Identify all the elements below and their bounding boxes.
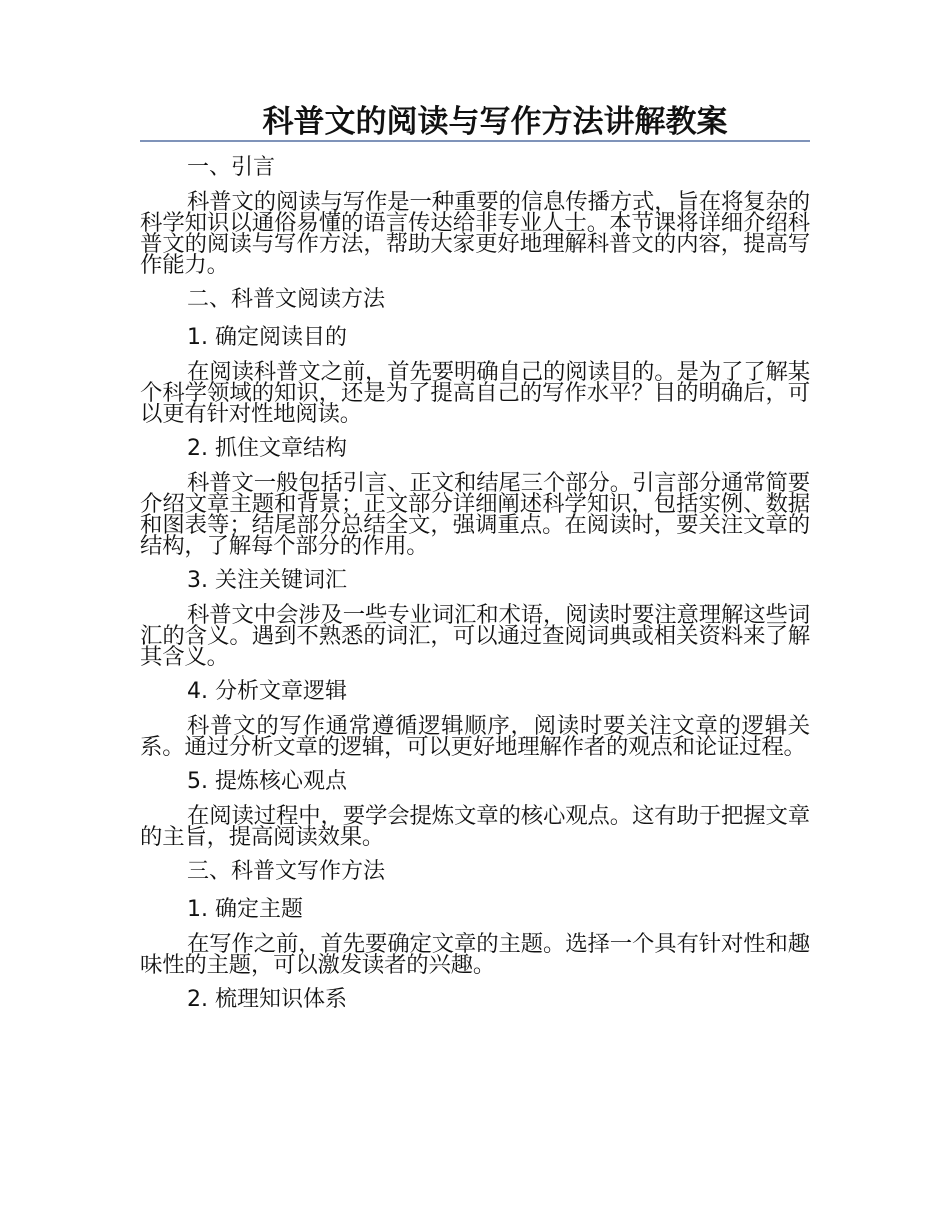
paragraph-core-views: 在阅读过程中，要学会提炼文章的核心观点。这有助于把握文章的主旨，提高阅读效果。 xyxy=(140,803,810,850)
subheading-logic: 4. 分析文章逻辑 xyxy=(187,679,347,704)
subheading-core-views: 5. 提炼核心观点 xyxy=(187,769,347,794)
subheading-keywords: 3. 关注关键词汇 xyxy=(187,568,347,593)
subheading-structure: 2. 抓住文章结构 xyxy=(187,436,347,461)
paragraph-theme: 在写作之前，首先要确定文章的主题。选择一个具有针对性和趣味性的主题，可以激发读者的兴趣。 xyxy=(140,931,810,978)
paragraph-keywords: 科普文中会涉及一些专业词汇和术语，阅读时要注意理解这些词汇的含义。遇到不熟悉的词汇，可以通过查阅词典或相关资料来了解其含义。 xyxy=(140,602,810,670)
document-page xyxy=(140,98,810,1014)
subheading-theme: 1. 确定主题 xyxy=(187,897,303,922)
section-heading-intro: 一、引言 xyxy=(187,155,276,180)
paragraph-reading-purpose: 在阅读科普文之前，首先要明确自己的阅读目的。是为了了解某个科学领域的知识，还是为了提高自己的写作水平？目的明确后，可以更有针对性地阅读。 xyxy=(140,359,810,427)
paragraph-structure: 科普文一般包括引言、正文和结尾三个部分。引言部分通常简要介绍文章主题和背景；正文部分详细阐述科学知识，包括实例、数据和图表等；结尾部分总结全文，强调重点。在阅读时，要关注文章的结构，了解每个部分的作用。 xyxy=(140,470,810,559)
document-title: 科普文的阅读与写作方法讲解教案 xyxy=(262,104,728,140)
subheading-reading-purpose: 1. 确定阅读目的 xyxy=(187,325,347,350)
section-heading-writing: 三、科普文写作方法 xyxy=(187,859,386,884)
section-heading-reading: 二、科普文阅读方法 xyxy=(187,287,386,312)
subheading-knowledge-system: 2. 梳理知识体系 xyxy=(187,987,347,1012)
paragraph-intro: 科普文的阅读与写作是一种重要的信息传播方式，旨在将复杂的科学知识以通俗易懂的语言传达给非专业人士。本节课将详细介绍科普文的阅读与写作方法，帮助大家更好地理解科普文的内容，提高写作能力。 xyxy=(140,189,810,278)
paragraph-logic: 科普文的写作通常遵循逻辑顺序，阅读时要关注文章的逻辑关系。通过分析文章的逻辑，可以更好地理解作者的观点和论证过程。 xyxy=(140,713,810,760)
